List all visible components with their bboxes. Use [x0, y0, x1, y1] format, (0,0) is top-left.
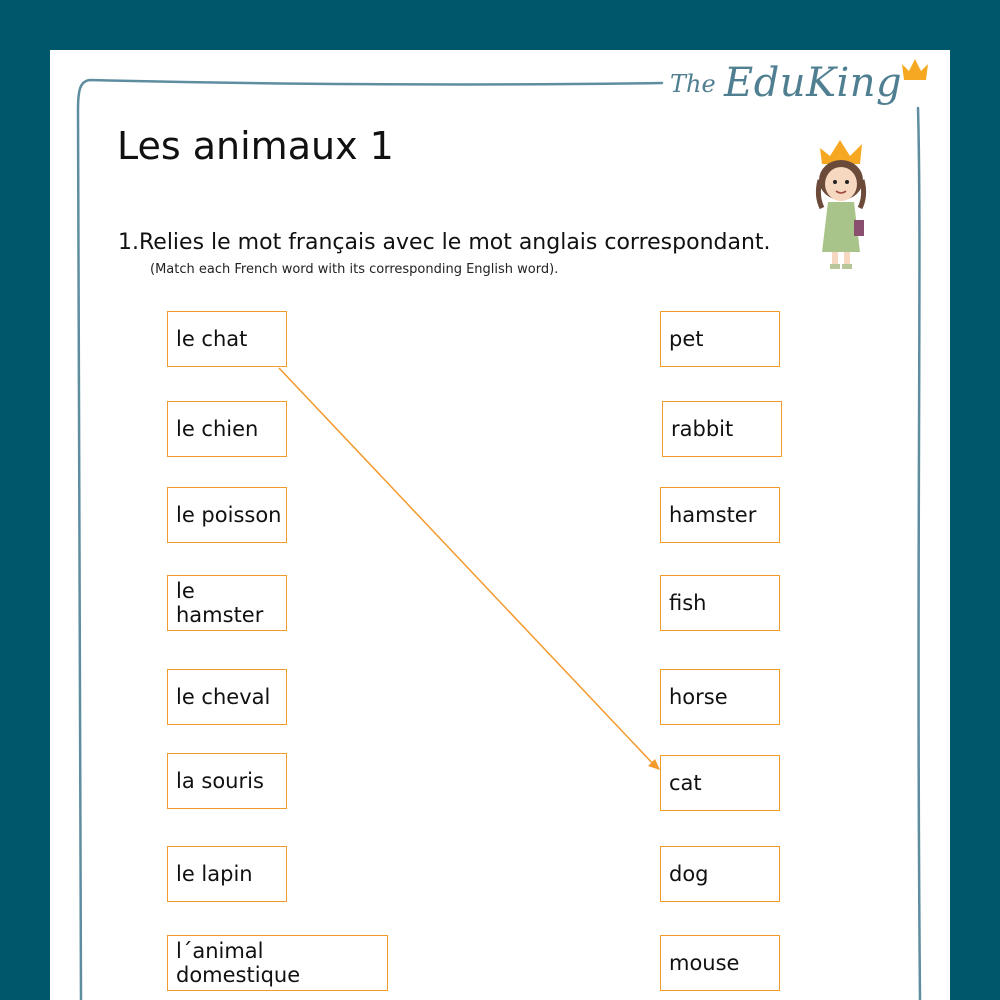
brand-the: The [670, 70, 716, 98]
english-word-pet[interactable]: pet [660, 311, 780, 367]
instruction-translation: (Match each French word with its corresponding English word). [150, 262, 559, 277]
english-word-cat[interactable]: cat [660, 755, 780, 811]
french-word-le-hamster[interactable]: le hamster [167, 575, 287, 631]
worksheet-title: Les animaux 1 [117, 124, 394, 168]
match-line-le-chat-cat [279, 368, 656, 767]
brand-name: EduKing [724, 60, 903, 106]
french-word-le-chat[interactable]: le chat [167, 311, 287, 367]
english-word-rabbit[interactable]: rabbit [662, 401, 782, 457]
english-word-fish[interactable]: fish [660, 575, 780, 631]
worksheet-page [50, 50, 950, 1000]
instruction-text: 1.Relies le mot français avec le mot anglais correspondant. [118, 230, 771, 255]
english-word-hamster[interactable]: hamster [660, 487, 780, 543]
french-word-le-chien[interactable]: le chien [167, 401, 287, 457]
french-word-le-lapin[interactable]: le lapin [167, 846, 287, 902]
french-word-le-cheval[interactable]: le cheval [167, 669, 287, 725]
english-word-mouse[interactable]: mouse [660, 935, 780, 991]
english-word-dog[interactable]: dog [660, 846, 780, 902]
french-word-la-souris[interactable]: la souris [167, 753, 287, 809]
french-word-l-animal-domestique[interactable]: l´animal domestique [167, 935, 388, 991]
french-word-le-poisson[interactable]: le poisson [167, 487, 287, 543]
english-word-horse[interactable]: horse [660, 669, 780, 725]
